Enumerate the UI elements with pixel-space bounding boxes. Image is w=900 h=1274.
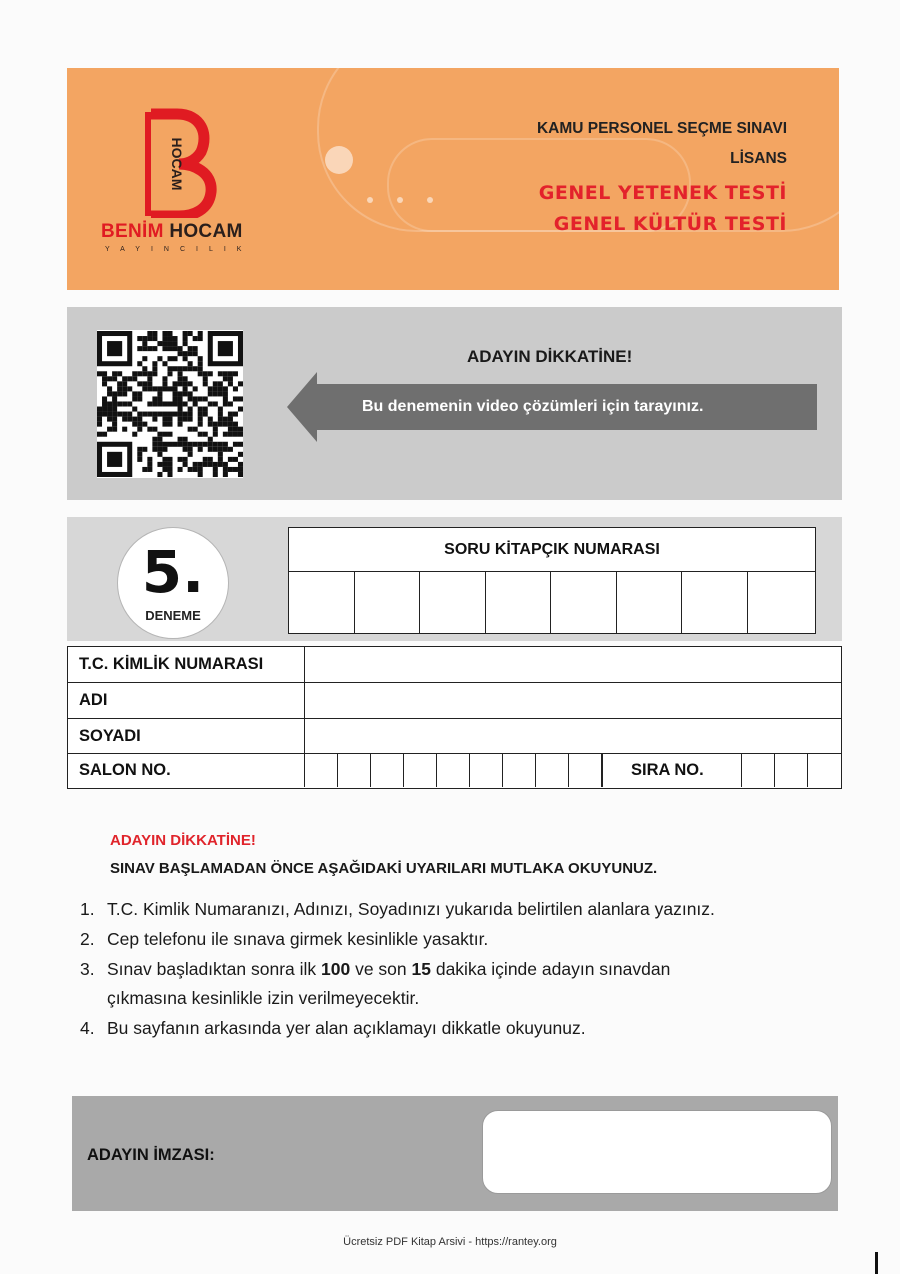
name-label: ADI xyxy=(68,683,305,718)
brand-subtitle: YAYINCILIK xyxy=(105,246,253,253)
booklet-number-cell[interactable] xyxy=(617,571,683,633)
booklet-number-cell[interactable] xyxy=(420,571,486,633)
name-field[interactable] xyxy=(305,683,841,718)
instruction-item: 3. Sınav başladıktan sonra ilk 100 ve son 15 dakika içinde adayın sınavdan xyxy=(80,959,671,979)
tc-label: T.C. KİMLİK NUMARASI xyxy=(68,647,305,682)
sira-label: SIRA NO. xyxy=(631,761,704,779)
signature-section xyxy=(72,1096,838,1211)
booklet-number-box xyxy=(288,527,816,634)
qr-section-title: ADAYIN DİKKATİNE! xyxy=(467,347,633,366)
brand-name: BENİM HOCAM xyxy=(101,221,243,242)
booklet-number-cell[interactable] xyxy=(289,571,355,633)
salon-label: SALON NO. xyxy=(68,754,305,787)
booklet-number-cell[interactable] xyxy=(355,571,421,633)
salon-cell[interactable] xyxy=(371,754,404,787)
deneme-label: DENEME xyxy=(145,608,201,623)
qr-instruction-text: Bu denemenin video çözümleri için tarayınız. xyxy=(362,398,704,415)
footer-text: Ücretsiz PDF Kitap Arsivi - https://rantey.org xyxy=(343,1236,557,1248)
logo-vertical-text: HOCAM xyxy=(169,137,185,191)
exam-level: LİSANS xyxy=(730,150,787,167)
instruction-item: 1. T.C. Kimlik Numaranızı, Adınızı, Soyadınızı yukarıda belirtilen alanlara yazınız. xyxy=(80,899,715,919)
deneme-badge xyxy=(117,527,229,639)
benim-hocam-logo-icon xyxy=(139,108,219,218)
sira-cell[interactable] xyxy=(742,754,775,787)
booklet-number-cell[interactable] xyxy=(682,571,748,633)
header-banner xyxy=(67,68,839,290)
booklet-number-title: SORU KİTAPÇIK NUMARASI xyxy=(289,528,815,572)
signature-field[interactable] xyxy=(482,1110,832,1194)
name-row xyxy=(68,683,841,719)
tc-field[interactable] xyxy=(305,647,841,682)
surname-label: SOYADI xyxy=(68,719,305,753)
deneme-number: 5. xyxy=(141,538,205,606)
signature-label: ADAYIN İMZASI: xyxy=(87,1146,215,1164)
instruction-item-continued: çıkmasına kesinlikle izin verilmeyecektir. xyxy=(107,988,420,1008)
booklet-number-cell[interactable] xyxy=(551,571,617,633)
test-title-1: GENEL YETENEK TESTİ xyxy=(538,182,787,204)
salon-cell[interactable] xyxy=(437,754,470,787)
salon-row xyxy=(68,754,841,787)
booklet-number-cell[interactable] xyxy=(748,571,815,633)
salon-cell[interactable] xyxy=(503,754,536,787)
salon-cell[interactable] xyxy=(338,754,371,787)
salon-cell[interactable] xyxy=(536,754,569,787)
instruction-item: 4. Bu sayfanın arkasında yer alan açıklamayı dikkatle okuyunuz. xyxy=(80,1018,586,1038)
exam-name: KAMU PERSONEL SEÇME SINAVI xyxy=(536,120,787,137)
header-decoration-dot xyxy=(367,197,373,203)
salon-cell[interactable] xyxy=(404,754,437,787)
candidate-info-table xyxy=(67,646,842,789)
salon-cell[interactable] xyxy=(470,754,503,787)
header-decoration-circle xyxy=(325,146,353,174)
page-edge-mark xyxy=(875,1252,878,1274)
qr-code-icon[interactable] xyxy=(97,330,243,478)
warning-text: SINAV BAŞLAMADAN ÖNCE AŞAĞIDAKİ UYARILARI MUTLAKA OKUYUNUZ. xyxy=(110,860,658,877)
header-decoration-dot xyxy=(397,197,403,203)
sira-cell[interactable] xyxy=(775,754,808,787)
salon-cell[interactable] xyxy=(602,754,603,787)
booklet-number-cell[interactable] xyxy=(486,571,552,633)
surname-field[interactable] xyxy=(305,719,841,753)
attention-title: ADAYIN DİKKATİNE! xyxy=(110,832,256,849)
qr-section xyxy=(67,307,842,500)
surname-row xyxy=(68,719,841,754)
test-title-2: GENEL KÜLTÜR TESTİ xyxy=(553,213,787,235)
instruction-item: 2. Cep telefonu ile sınava girmek kesinlikle yasaktır. xyxy=(80,929,489,949)
header-decoration-dot xyxy=(427,197,433,203)
salon-cell[interactable] xyxy=(569,754,602,787)
tc-row xyxy=(68,647,841,683)
salon-cell[interactable] xyxy=(305,754,338,787)
